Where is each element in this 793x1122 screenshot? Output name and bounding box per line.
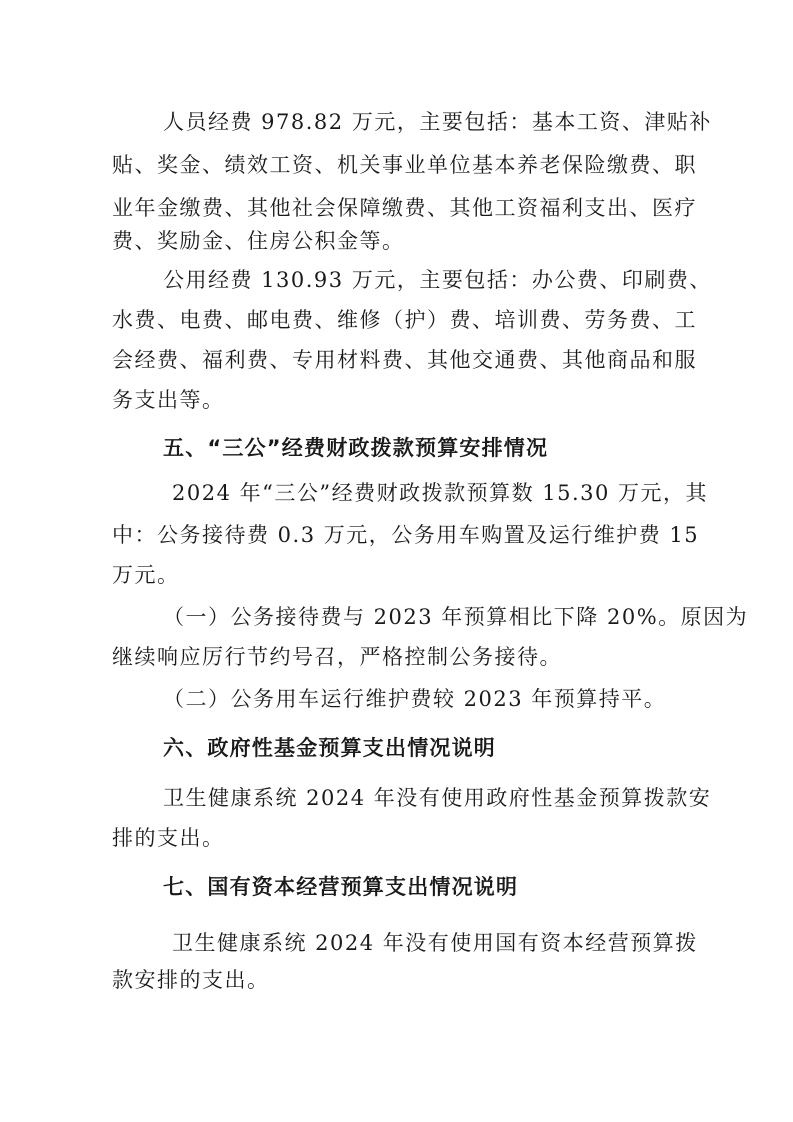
state-capital-line-1: 卫生健康系统 2024 年没有使用国有资本经营预算拨 <box>172 931 698 955</box>
three-public-summary-line-3: 万元。 <box>112 563 180 587</box>
personnel-expense-line-3: 业年金缴费、其他社会保障缴费、其他工资福利支出、医疗 <box>112 196 697 220</box>
three-public-summary-line-1: 2024 年“三公”经费财政拨款预算数 15.30 万元，其 <box>172 481 709 505</box>
section-six-heading: 六、政府性基金预算支出情况说明 <box>163 736 496 760</box>
public-expense-line-1: 公用经费 130.93 万元，主要包括：办公费、印刷费、 <box>163 268 712 292</box>
public-expense-line-3: 会经费、福利费、专用材料费、其他交通费、其他商品和服 <box>112 348 697 372</box>
reception-expense-line-2: 继续响应厉行节约号召，严格控制公务接待。 <box>112 645 562 669</box>
three-public-summary-line-2: 中：公务接待费 0.3 万元，公务用车购置及运行维护费 15 <box>112 523 700 547</box>
public-expense-line-4: 务支出等。 <box>112 388 225 412</box>
personnel-expense-line-4: 费、奖励金、住房公积金等。 <box>112 229 405 253</box>
section-five-heading: 五、“三公”经费财政拨款预算安排情况 <box>163 436 549 460</box>
reception-expense-line-1: （一）公务接待费与 2023 年预算相比下降 20%。原因为 <box>163 605 749 629</box>
section-seven-heading: 七、国有资本经营预算支出情况说明 <box>163 875 519 899</box>
personnel-expense-line-1: 人员经费 978.82 万元，主要包括：基本工资、津贴补 <box>163 110 712 134</box>
personnel-expense-line-2: 贴、奖金、绩效工资、机关事业单位基本养老保险缴费、职 <box>112 153 697 177</box>
state-capital-line-2: 款安排的支出。 <box>112 968 270 992</box>
vehicle-expense-line: （二）公务用车运行维护费较 2023 年预算持平。 <box>163 687 667 711</box>
government-fund-line-1: 卫生健康系统 2024 年没有使用政府性基金预算拨款安 <box>163 786 712 810</box>
public-expense-line-2: 水费、电费、邮电费、维修（护）费、培训费、劳务费、工 <box>112 308 697 332</box>
government-fund-line-2: 排的支出。 <box>112 826 225 850</box>
